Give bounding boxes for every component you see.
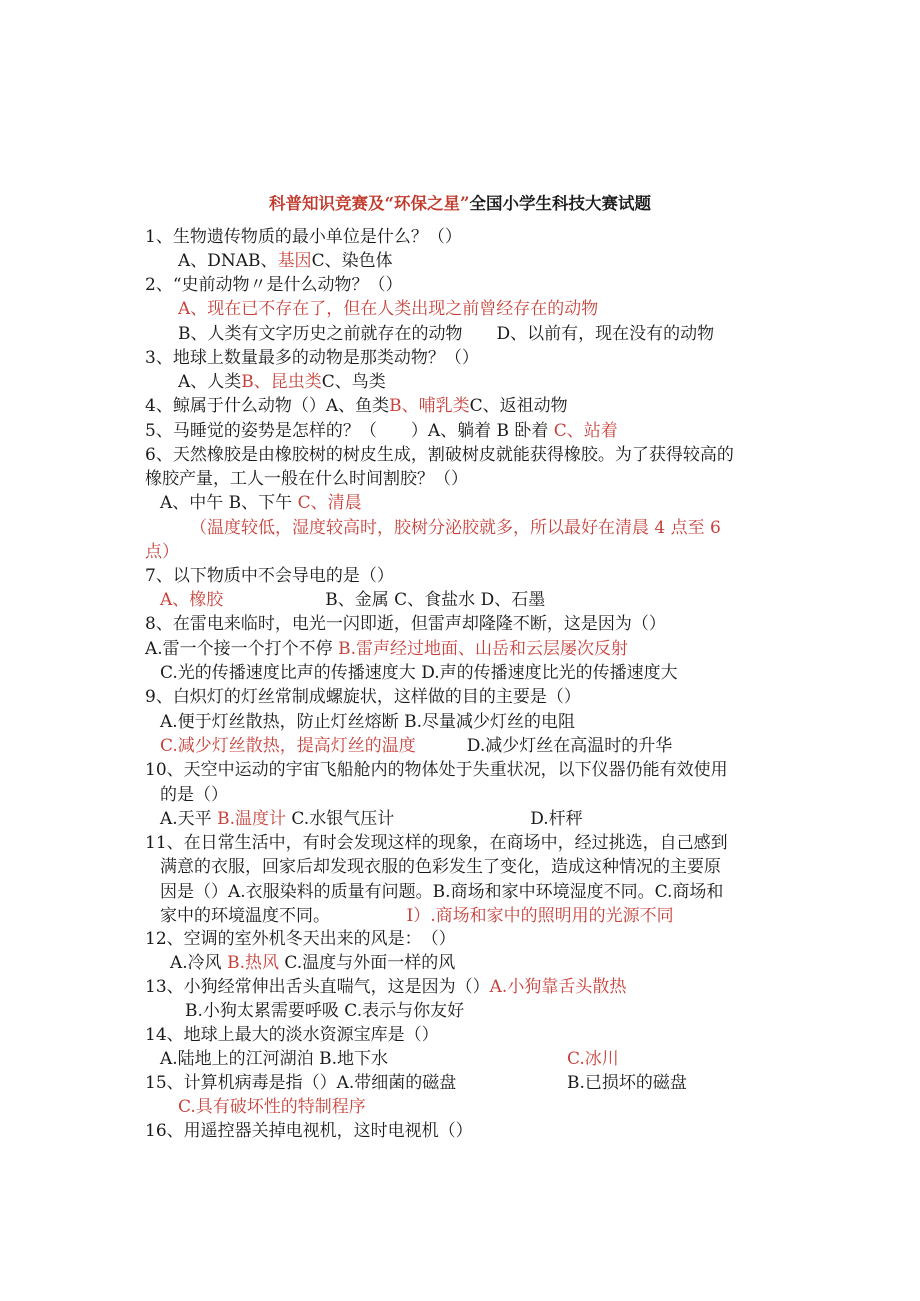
question-text: 家中的环境温度不同。 [160,906,407,926]
text-line [178,1096,366,1118]
question-text: 7、以下物质中不会导电的是（） [145,566,394,586]
text-line [160,589,545,611]
question-text: 因是（）A.衣服染料的质量有问题。B.商场和家中环境湿度不同。C.商场和 [160,882,724,902]
text-line [145,468,468,490]
question-text: 8、在雷电来临时，电光一闪即逝，但雷声却隆隆不断，这是因为（） [145,614,666,634]
text-line [145,274,403,296]
question-text: B、金属 C、食盐水 D、石墨 [223,590,546,610]
question-text: A.冷风 [170,953,228,973]
answer-text: C.具有破坏性的特制程序 [178,1097,366,1117]
answer-text: B、哺乳类 [389,396,470,416]
text-line [178,323,714,345]
answer-text: 基因 [277,251,312,271]
text-line [170,952,455,974]
text-line [160,662,678,684]
text-line [145,226,462,248]
answer-text: （温度较低，湿度较高时，胶树分泌胶就多，所以最好在清晨 4 点至 6 [190,518,721,538]
answer-text: A、现在已不存在了，但在人类出现之前曾经存在的动物 [178,299,599,319]
question-text: 满意的衣服，回家后却发现衣服的色彩发生了变化，造成这种情况的主要原 [160,857,721,877]
text-line [145,976,626,998]
question-text: 12、空调的室外机冬天出来的风是： （） [145,929,456,949]
text-line [145,832,728,854]
question-text: 15、计算机病毒是指（）A.带细菌的磁盘 [145,1073,457,1093]
question-text: 1、生物遗传物质的最小单位是什么？（） [145,227,462,247]
question-text: B.小狗太累需要呼吸 C.表示与你友好 [185,1001,465,1021]
question-text: C、染色体 [311,251,393,271]
text-line [160,492,362,514]
question-text: 6、天然橡胶是由橡胶树的树皮生成，割破树皮就能获得橡胶。为了获得较高的 [145,445,734,465]
text-line [160,856,721,878]
question-text: A.便于灯丝散热，防止灯丝熔断 B.尽量减少灯丝的电阻 [160,712,575,732]
text-line [190,517,721,539]
answer-text: C.减少灯丝散热，提高灯丝的温度 [160,736,416,756]
question-text: 14、地球上最大的淡水资源宝库是（） [145,1025,439,1045]
question-text: C.温度与外面一样的风 [279,953,456,973]
text-line [145,565,394,587]
text-line [145,1120,473,1142]
text-line [567,1072,687,1094]
question-text: 2、“史前动物〃是什么动物？（） [145,275,403,295]
question-text: D.减少灯丝在高温时的升华 [415,736,673,756]
question-text: 13、小狗经常伸出舌头直喘气，这是因为（） [145,977,490,997]
question-text: 16、用遥控器关掉电视机，这时电视机（） [145,1121,473,1141]
text-line [145,347,479,369]
title-red-part: 科普知识竞赛及“环保之星” [269,194,470,213]
question-text: A.天平 [160,809,218,829]
question-text: 3、地球上数量最多的动物是那类动物？（） [145,348,479,368]
text-line [145,638,628,660]
answer-text: B.雷声经过地面、山岳和云层屡次反射 [338,639,628,659]
text-line [160,784,228,806]
question-text: B.已损坏的磁盘 [567,1073,687,1093]
answer-text: B.温度计 [217,809,286,829]
text-line [145,541,179,563]
answer-text: A.小狗靠舌头散热 [489,977,627,997]
text-line [185,1000,464,1022]
text-line [145,395,568,417]
answer-text: A、橡胶 [160,590,224,610]
text-line [145,686,581,708]
question-text: C.水银气压计 D.杆秤 [286,809,583,829]
text-line [178,298,598,320]
text-line [160,881,723,903]
question-text: 11、在日常生活中，有时会发现这样的现象，在商场中，经过挑选，自己感到 [145,833,728,853]
text-line [145,759,728,781]
text-line [145,613,666,635]
question-text: 9、白炽灯的灯丝常制成螺旋状，这样做的目的主要是（） [145,687,581,707]
question-text: A.雷一个接一个打个不停 [145,639,339,659]
answer-text: I）.商场和家中的照明用的光源不同 [406,906,674,926]
title-black-part: 全国小学生科技大赛试题 [469,194,651,213]
question-text: C、鸟类 [321,372,386,392]
text-line [145,1024,439,1046]
question-text: A.陆地上的江河湖泊 B.地下水 [160,1049,388,1069]
text-line [145,444,734,466]
text-line [178,371,386,393]
answer-text: B、昆虫类 [241,372,322,392]
text-line [160,735,672,757]
answer-text: C.冰川 [567,1049,619,1069]
question-text: C、返祖动物 [469,396,568,416]
text-line [160,905,674,927]
answer-text: C、清晨 [297,493,362,513]
question-text: 4、鲸属于什么动物（）A、鱼类 [145,396,390,416]
question-text: 10、天空中运动的宇宙飞船舱内的物体处于失重状况，以下仪器仍能有效使用 [145,760,728,780]
text-line [160,1048,388,1070]
question-text: A、中午 B、下午 [160,493,298,513]
text-line [178,250,393,272]
text-line [160,711,575,733]
question-text: 的是（） [160,785,228,805]
text-line [145,928,456,950]
text-line [567,1048,619,1070]
answer-text: 点） [145,542,179,562]
answer-text: B.热风 [227,953,279,973]
answer-text: C、站着 [553,421,618,441]
text-line [160,808,583,830]
question-text: A、人类 [178,372,242,392]
question-text: C.光的传播速度比声的传播速度大 D.声的传播速度比光的传播速度大 [160,663,678,683]
question-text: A、DNAB、 [178,251,278,271]
question-text: 橡胶产量，工人一般在什么时间割胶？（） [145,469,468,489]
text-line [145,420,618,442]
page-title [0,190,920,214]
question-text: B、人类有文字历史之前就存在的动物 D、以前有，现在没有的动物 [178,324,715,344]
text-line [145,1072,456,1094]
question-text: 5、马睡觉的姿势是怎样的？（ ）A、躺着 B 卧着 [145,421,554,441]
